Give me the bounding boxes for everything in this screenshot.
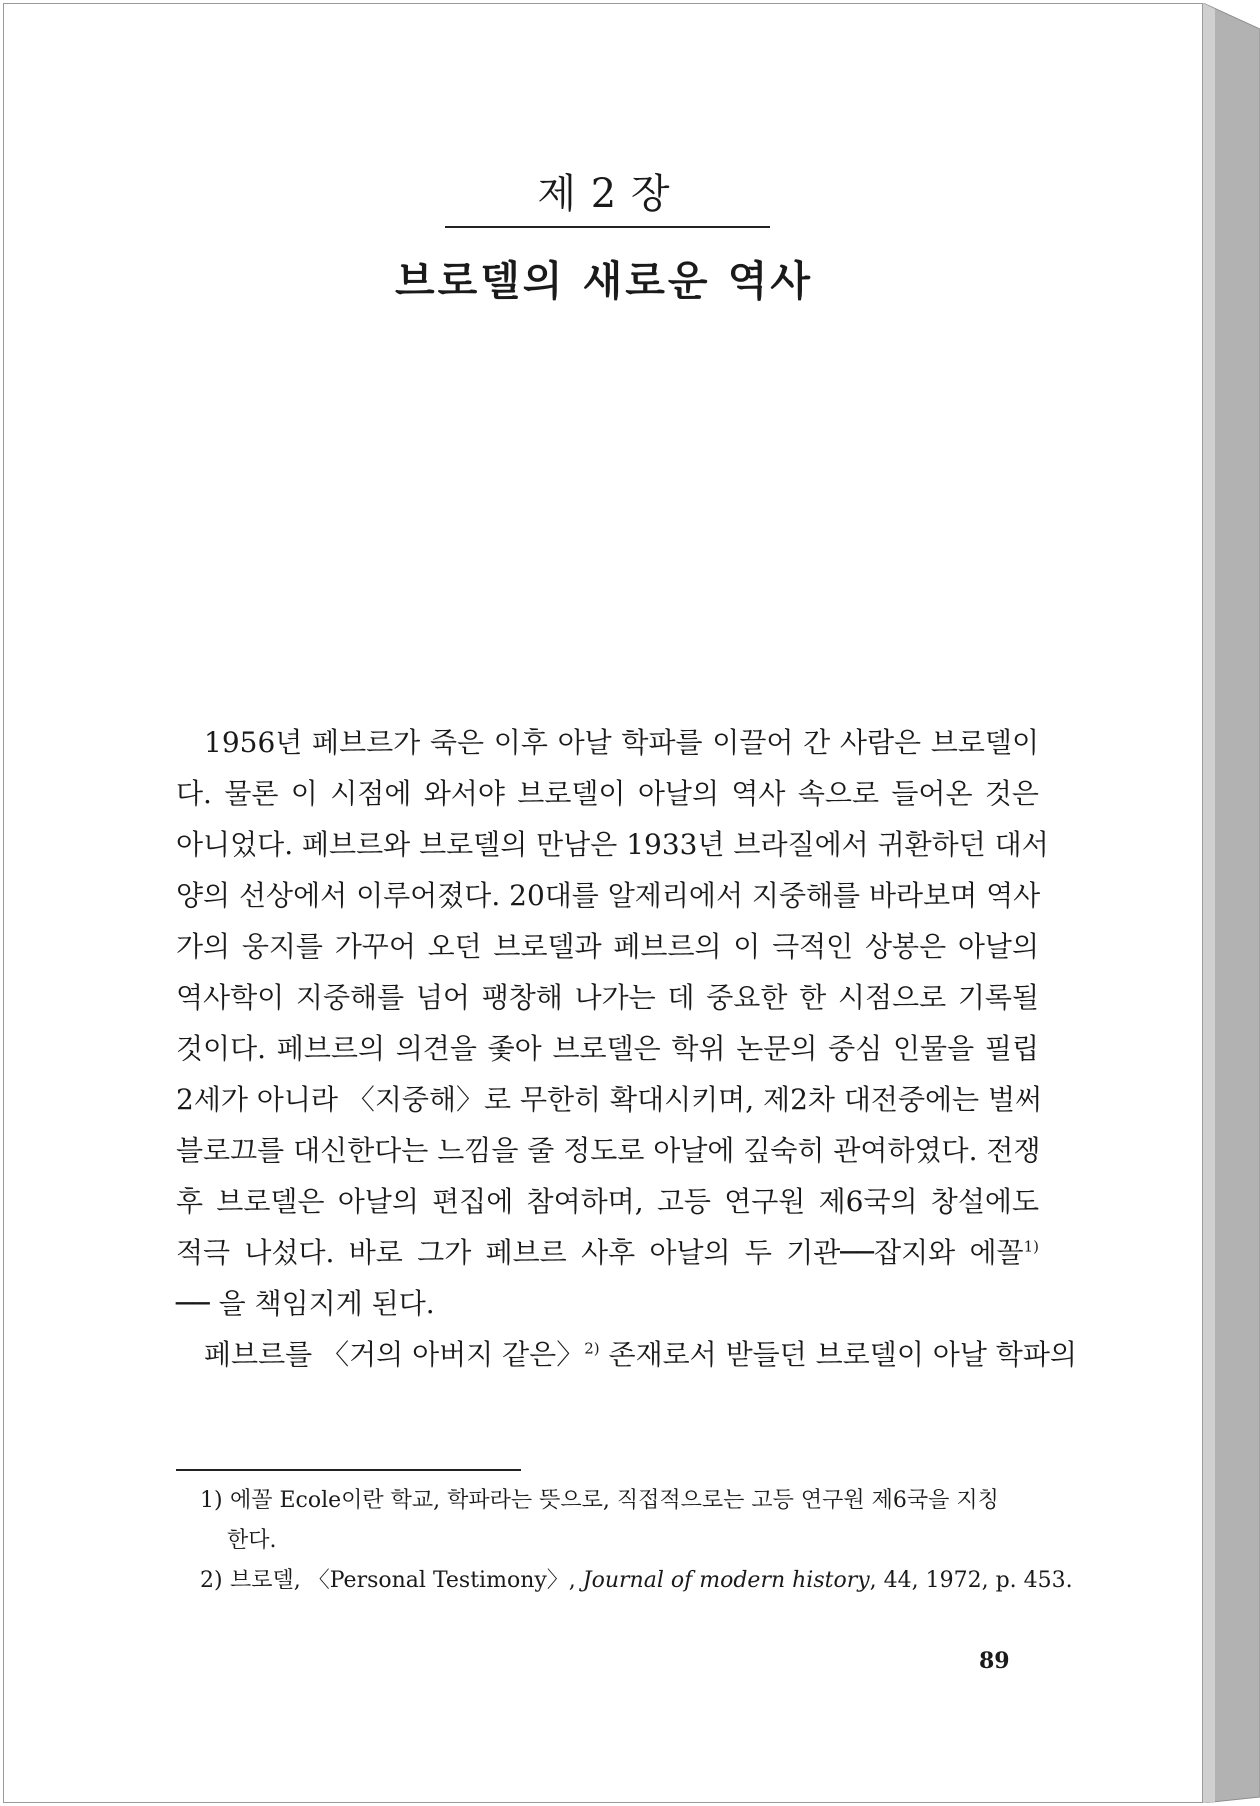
footnote-1-continuation: 한다. (227, 1528, 277, 1553)
chapter-number: 제 2 장 (537, 171, 671, 217)
page-number: 89 (979, 1648, 1010, 1674)
body-line-paragraph-end: ── 을 책임지게 된다. (176, 1287, 435, 1320)
page-stack-edge (1203, 3, 1260, 1803)
body-line: 아니었다. 페브르와 브로델의 만남은 1933년 브라질에서 귀환하던 대서 (176, 828, 1049, 861)
body-line: 1956년 페브르가 죽은 이후 아날 학파를 이끌어 간 사람은 브로델이 (204, 726, 1039, 759)
page-stack-highlight (1203, 3, 1215, 1803)
footnote-ref-2: 2) (584, 1339, 600, 1358)
footnote-text: 에꼴 Ecole이란 학교, 학파라는 뜻으로, 직접적으로는 고등 연구원 제6국을 지칭 (230, 1488, 999, 1513)
body-line: 것이다. 페브르의 의견을 좇아 브로델은 학위 논문의 중심 인물을 필립 (176, 1032, 1039, 1065)
footnote-number: 1) (200, 1488, 223, 1513)
body-line: 가의 웅지를 가꾸어 오던 브로델과 페브르의 이 극적인 상봉은 아날의 (176, 930, 1039, 963)
footnote-text: 브로델, 〈Personal Testimony〉, (230, 1568, 583, 1593)
chapter-divider (445, 226, 770, 228)
footnote-number: 2) (200, 1568, 223, 1593)
body-line: 블로끄를 대신한다는 느낌을 줄 정도로 아날에 깊숙히 관여하였다. 전쟁 (176, 1134, 1041, 1167)
footnote-source-title: Journal of modern history (582, 1568, 870, 1593)
body-line: 후 브로델은 아날의 편집에 참여하며, 고등 연구원 제6국의 창설에도 (176, 1185, 1039, 1218)
footnote-ref-1: 1) (1023, 1237, 1039, 1256)
body-line-footnote-ref (176, 1329, 1077, 1380)
footnote-divider (176, 1469, 521, 1471)
body-line: 다. 물론 이 시점에 와서야 브로델이 아날의 역사 속으로 들어온 것은 (176, 777, 1039, 810)
book-page (3, 3, 1203, 1803)
footnote-1 (200, 1481, 1039, 1521)
body-line-text: 페브르를 〈거의 아버지 같은〉 (204, 1338, 585, 1371)
body-line-text: 적극 나섰다. 바로 그가 페브르 사후 아날의 두 기관──잡지와 에꼴 (176, 1236, 1024, 1269)
body-line-text: 존재로서 받들던 브로델이 아날 학파의 (599, 1338, 1077, 1371)
footnote-2 (200, 1561, 1073, 1601)
body-line: 역사학이 지중해를 넘어 팽창해 나가는 데 중요한 한 시점으로 기록될 (176, 981, 1039, 1014)
body-line: 양의 선상에서 이루어졌다. 20대를 알제리에서 지중해를 바라보며 역사 (176, 879, 1041, 912)
body-paragraphs (176, 717, 1077, 1380)
footnote-text: , 44, 1972, p. 453. (869, 1568, 1073, 1593)
chapter-title: 브로델의 새로운 역사 (394, 257, 813, 305)
body-line: 2세가 아니라 〈지중해〉로 무한히 확대시키며, 제2차 대전중에는 벌써 (176, 1083, 1043, 1116)
body-line-footnote-ref (176, 1227, 1039, 1278)
footnotes (200, 1481, 1073, 1601)
